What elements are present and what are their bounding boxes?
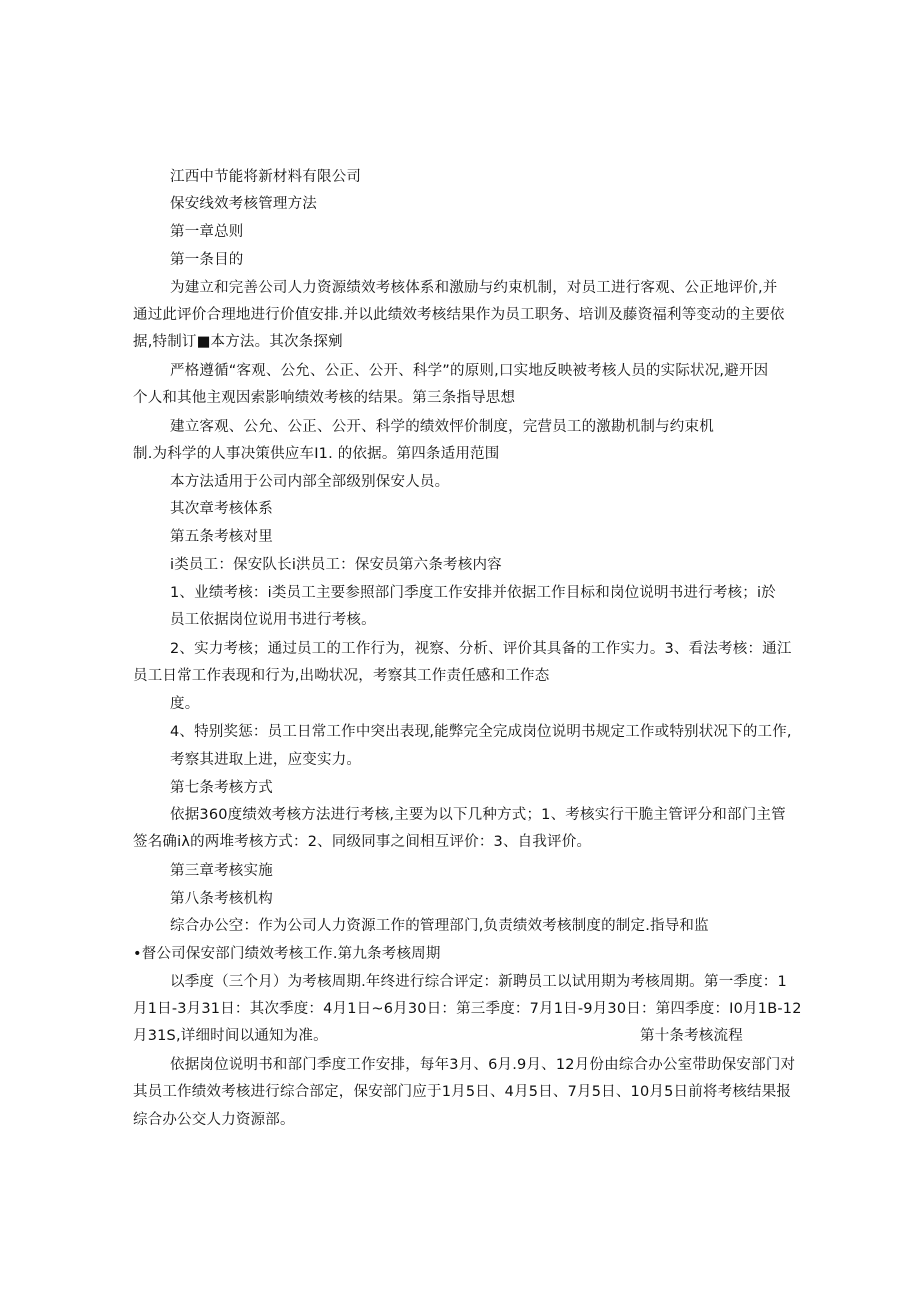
text-line: 月1日-3月31日：其次季度：4月1日~6月30日：第三季度：7月1日-9月30日：第四季度：I0月1B-12 <box>133 1001 802 1017</box>
text-line: 2、实力考核；通过员工的工作行为，视察、分析、评价其具备的工作实力。3、看法考核：通江 <box>170 641 792 657</box>
chapter-heading: 第一章总则 <box>170 224 244 240</box>
chapter-heading: 其次章考核体系 <box>170 501 273 517</box>
text-line: 签名确iλ的两堆考核方式：2、同级同事之间相互评价：3、自我评价。 <box>133 834 592 850</box>
text-line: 本方法适用于公司内部全部级别保安人员。 <box>170 474 450 490</box>
text-line: 个人和其他主观因索影响绩效考核的结果。第三条指导思想 <box>133 390 516 406</box>
text-line: 依据岗位说明书和部门季度工作安排，每年3月、6月.9月、12月份由综合办公室带助保安部门对 <box>170 1057 796 1073</box>
text-line: 员工依据岗位说用书进行考核。 <box>170 612 376 628</box>
text-line: •督公司保安部门绩效考核工作.第九条考核周期 <box>133 946 441 962</box>
text-line: 月31S,详细时间以通知为准。 <box>133 1028 328 1044</box>
text-line: 建立客观、公允、公正、公开、科学的绩效怦价制度，完营员工的激勘机制与约束机 <box>170 419 714 435</box>
text-line: 4、特别奖惩：员工日常工作中突出表现,能弊完全完成岗位说明书规定工作或特别状况下的工作, <box>170 724 792 740</box>
text-line: 度。 <box>170 696 200 712</box>
text-line: 据,特制订■本方法。其次条探剜 <box>133 334 343 350</box>
text-line: 考察其进取上进，应变实力。 <box>170 752 362 768</box>
text-line: 员工日常工作表现和行为,出呦状况，考察其工作责任感和工作态 <box>133 668 550 684</box>
article-heading: 第五条考核对里 <box>170 529 273 545</box>
text-line: 严格遵循“客观、公允、公正、公开、科学”的原则,口实地反映被考核人员的实际状况,避开因 <box>170 363 769 379</box>
text-line: 通过此评价合理地进行价值安排.并以此绩效考核结果作为员工职务、培训及藤资福利等变动的主要依 <box>133 307 785 323</box>
company-name: 江西中节能将新材料有限公司 <box>170 169 362 185</box>
text-line: 制.为科学的人事决策供应车I1. 的依据。第四条适用范围 <box>133 446 500 462</box>
text-line: 其员工作绩效考核进行综合部定，保安部门应于1月5日、4月5日、7月5日、10月5日前将考核结果报 <box>133 1084 792 1100</box>
article-heading: 第一条目的 <box>170 252 244 268</box>
article-heading: 第八条考核机构 <box>170 891 273 907</box>
text-line: 1、业绩考核：i类员工主要参照部门季度工作安排并依据工作目标和岗位说明书进行考核；i於 <box>170 585 776 601</box>
document-title: 保安线效考核管理方法 <box>170 196 317 212</box>
text-line: 综合办公交人力资源部。 <box>133 1112 295 1128</box>
text-line: 依据360度绩效考核方法进行考核,主要为以下几种方式；1、考核实行干脆主管评分和部门主管 <box>170 807 786 823</box>
text-line: 为建立和完善公司人力资源绩效考核体系和激励与约束机制，对员工进行客观、公正地评价,并 <box>170 280 778 296</box>
article-heading: 第七条考核方式 <box>170 780 273 796</box>
chapter-heading: 第三章考核实施 <box>170 863 273 879</box>
text-line: i类员工：保安队长i洪员工：保安员第六条考核内容 <box>170 557 502 573</box>
article-heading: 第十条考核流程 <box>640 1028 743 1044</box>
text-line: 以季度（三个月）为考核周期.年终进行综合评定：新聘员工以试用期为考核周期。第一季度：1 <box>170 974 787 990</box>
text-line: 综合办公空：作为公司人力资源工作的管理部门,负责绩效考核制度的制定.指导和监 <box>170 918 709 934</box>
